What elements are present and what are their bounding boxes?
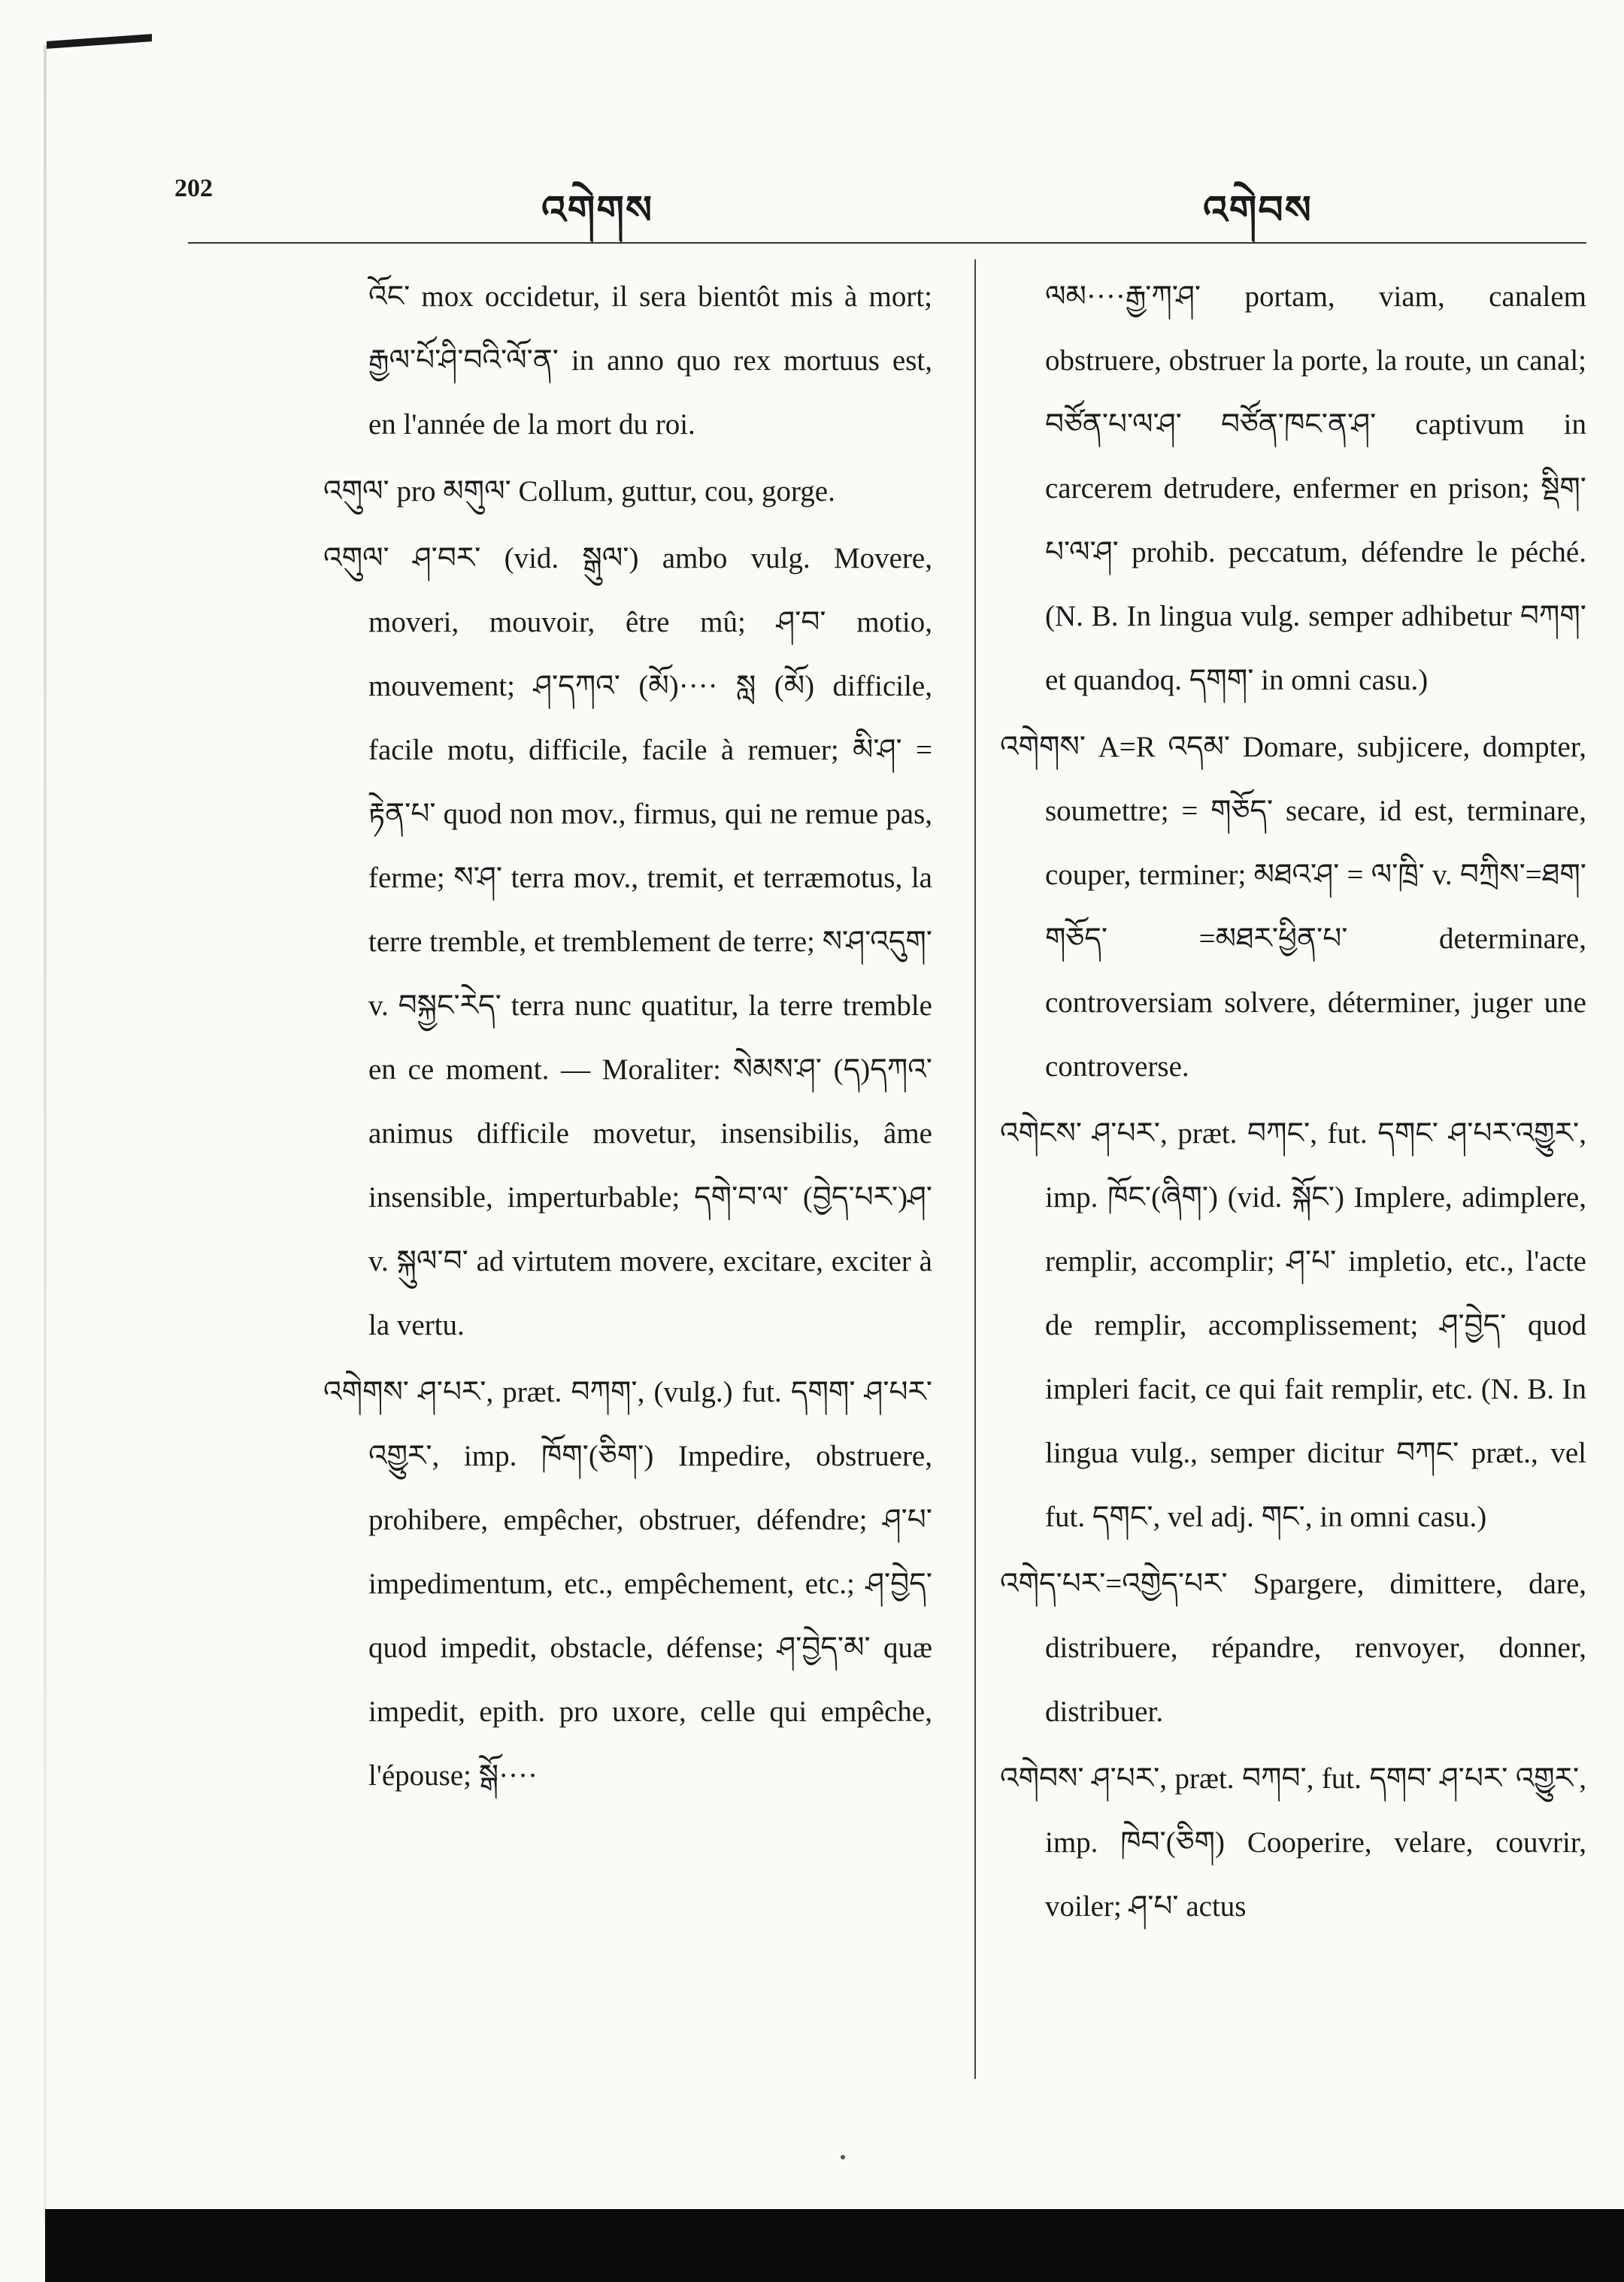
dictionary-entry: འགེད་པར་=འགྱེད་པར་ Spargere, dimittere, dare, distribuere, répandre, renvoyer, donner, distribuer.: [1000, 1568, 1586, 1728]
page-edge-shadow: [44, 45, 47, 2226]
dictionary-entry: འགེགས་ ཤ་པར་, præt. བཀག་, (vulg.) fut. དགག་ ཤ་པར་འགྱུར་, imp. ཁོག་(ཅིག་) Impedire, obstruere, prohibere, empêcher, obstruer, défendre; ཤ་པ་ impedimentum, etc., empêchement, etc.; ཤ་བྱེད་ quod impedit, obstacle, défense; ཤ་བྱེད་མ་ quæ impedit, epith. pro uxore, celle qui empêche, l'épouse; སྒོ····: [323, 1376, 932, 1792]
dictionary-entry: འགེགས་ A=R འདམ་ Domare, subjicere, dompter, soumettre; = གཅོད་ secare, id est, terminare, couper, terminer; མཐའ་ཤ་ = ལ་ཁྲི་ v. བཀྲིས་=ཐག་གཅོད་ =མཐར་ཕྱིན་པ་ determinare, controversiam solvere, déterminer, juger une controverse.: [1000, 731, 1586, 1083]
left-column: [323, 265, 932, 1811]
dictionary-entry: འགེངས་ ཤ་པར་, præt. བཀང་, fut. དགང་ ཤ་པར་འགྱུར་, imp. ཁོང་(ཞིག་) (vid. སྐོང་) Implere, adimplere, remplir, accomplir; ཤ་པ་ impletio, etc., l'acte de remplir, accomplissement; ཤ་བྱེད་ quod impleri facit, ce qui fait remplir, etc. (N. B. In lingua vulg., semper dicitur བཀང་ præt., vel fut. དགང་, vel adj. གང་, in omni casu.): [1000, 1117, 1586, 1533]
dictionary-entry: འགུལ་ ཤ་བར་ (vid. སྒུལ་) ambo vulg. Movere, moveri, mouvoir, être mû; ཤ་བ་ motio, mouvement; ཤ་དཀའ་ (མོ)···· སླ (མོ) difficile, facile motu, difficile, facile à remuer; མི་ཤ་ = རྟེན་པ་ quod non mov., firmus, qui ne remue pas, ferme; ས་ཤ་ terra mov., tremit, et terræmotus, la terre tremble, et tremblement de terre; ས་ཤ་འདུག་ v. བསྐྱང་རེད་ terra nunc quatitur, la terre tremble en ce moment. — Moraliter: སེམས་ཤ་ (ད)དཀའ་ animus difficile movetur, insensibilis, âme insensible, imperturbable; དགེ་བ་ལ་ (བྱེད་པར་)ཤ་ v. སྐུལ་བ་ ad virtutem movere, excitare, exciter à la vertu.: [323, 542, 932, 1341]
page-number: 202: [174, 174, 213, 202]
running-head-right: འགེབས: [1203, 188, 1313, 233]
header-rule: [188, 242, 1586, 244]
running-head-left: འགེགས: [541, 188, 654, 233]
dictionary-entry: འོང་ mox occidetur, il sera bientôt mis à mort; རྒྱལ་པོ་ཤི་བའི་ལོ་ན་ in anno quo rex mortuus est, en l'année de la mort du roi.: [368, 280, 932, 441]
page-corner-mark: [47, 34, 152, 49]
column-divider: [974, 259, 976, 2079]
right-column: [1000, 265, 1586, 1941]
speck: [841, 2155, 845, 2159]
dictionary-entry: ལམ····རྒྱ་ཀ་ཤ་ portam, viam, canalem obstruere, obstruer la porte, la route, un canal; བཙོན་པ་ལ་ཤ་ བཙོན་ཁང་ན་ཤ་ captivum in carcerem detrudere, enfermer en prison; སྡིག་པ་ལ་ཤ་ prohib. peccatum, défendre le péché. (N. B. In lingua vulg. semper adhibetur བཀག་ et quandoq. དགག་ in omni casu.): [1045, 280, 1586, 696]
dictionary-entry: འགེབས་ ཤ་པར་, præt. བཀབ་, fut. དགབ་ ཤ་པར་ འགྱུར་, imp. ཁེབ་(ཅིག) Cooperire, velare, couvrir, voiler; ཤ་པ་ actus: [1000, 1762, 1586, 1923]
dictionary-entry: འགུལ་ pro མགུལ་ Collum, guttur, cou, gorge.: [323, 475, 835, 508]
scan-bottom-band: [45, 2209, 1624, 2282]
